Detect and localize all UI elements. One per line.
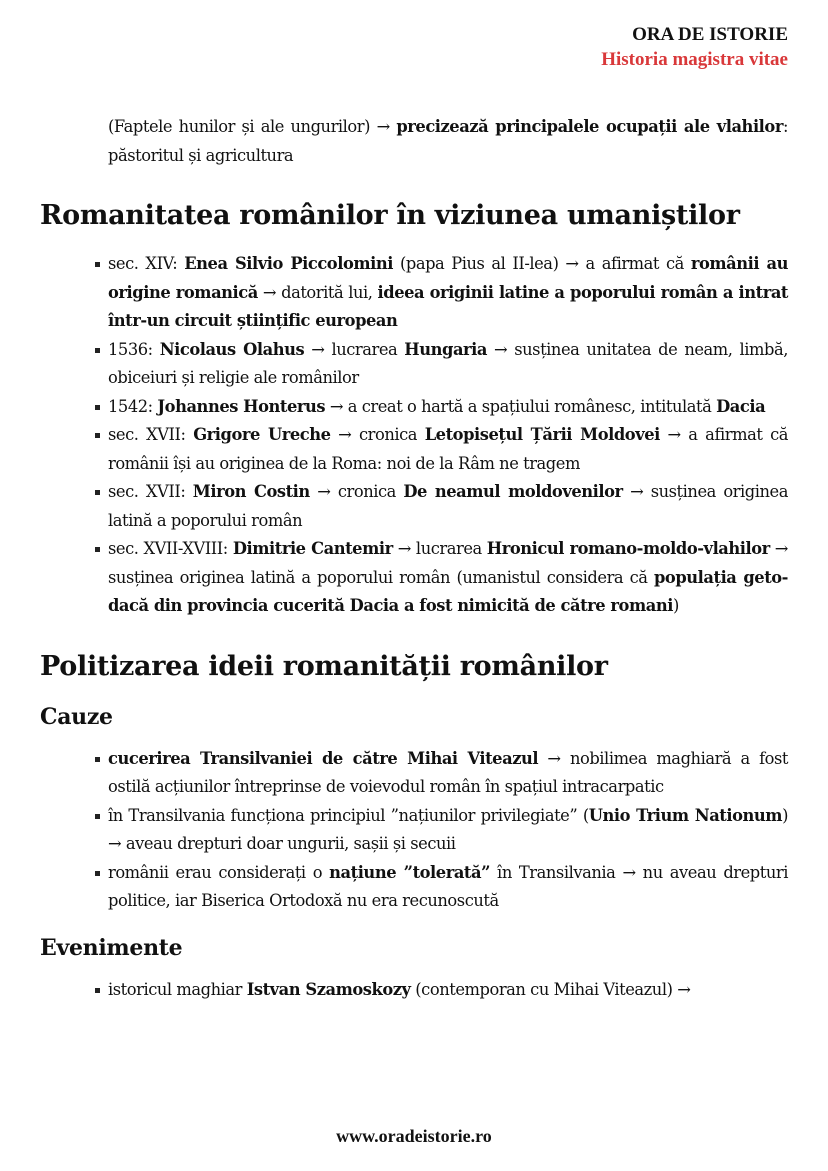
bold-text: Hronicul romano-moldo-vlahilor [486,539,770,558]
bold-text: ideea originii latine a poporului român a intrat într-un circuit științific european [108,282,788,330]
section-heading: Romanitatea românilor în viziunea umaniștilor [40,200,740,231]
text: în Transilvania funcționa principiul ”națiunilor privilegiate” ( [108,805,589,825]
bold-text: Hungaria [404,339,488,359]
bold-text: De neamul moldovenilor [403,482,623,501]
text: ) [672,596,679,615]
text: → susținea originea latină a poporului român [108,482,788,530]
bold-text: Letopisețul Țării Moldovei [424,425,660,444]
section-heading: Cauze [40,703,113,730]
text: istoricul maghiar [108,979,247,999]
text: → a afirmat că românii își au originea de la Roma: noi de la Râm ne tragem [108,425,788,473]
list-item [108,535,788,621]
text: → a creat o hartă a spațiului românesc, intitulată [325,396,717,416]
bold-text: populația geto-dacă din provincia cucerită Dacia a fost nimicită de către romani [108,567,788,615]
bullet-list [40,250,788,621]
footer-url[interactable]: www.oradeistorie.ro [336,1126,492,1146]
list-item [108,336,788,393]
text: sec. XVII: [108,425,194,444]
text: sec. XVII-XVIII: [108,539,233,558]
text: : păstoritul și agricultura [108,117,788,165]
document-body [40,113,788,1020]
text: (papa Pius al II-lea) → a afirmat că [393,254,691,273]
text: 1536: [108,339,160,359]
list-item [108,421,788,478]
list-item [108,393,788,422]
list-item [108,859,788,916]
list-item [108,250,788,336]
section-heading: Evenimente [40,934,183,961]
text: ) → aveau drepturi doar ungurii, sașii și secuii [108,805,788,853]
intro-paragraph [108,113,788,170]
page-header [601,22,788,72]
text: → cronica [309,482,404,501]
bold-text: Nicolaus Olahus [159,339,305,359]
bold-text: Dimitrie Cantemir [232,539,393,558]
bold-text: națiune ”tolerată” [329,862,491,882]
text: sec. XIV: [108,254,185,273]
bold-text: românii au origine romanică [108,254,789,302]
bold-text: precizează principalele ocupații ale vlahilor [396,117,783,136]
section-heading: Politizarea ideii romanității românilor [40,650,608,682]
list-item [108,745,788,802]
list-item [108,478,788,535]
text: → lucrarea [392,539,487,558]
text: românii erau considerați o [108,862,330,882]
bold-text: Miron Costin [192,482,310,501]
bold-text: Enea Silvio Piccolomini [184,254,394,273]
text: (Faptele hunilor și ale ungurilor) → [108,117,397,136]
bold-text: Grigore Ureche [193,425,331,444]
bold-text: Unio Trium Nationum [588,805,783,825]
text: → susținea unitatea de neam, limbă, obiceiuri și religie ale românilor [108,339,788,387]
bold-text: Johannes Honterus [157,396,326,416]
site-subtitle: Historia magistra vitae [601,49,788,70]
text: 1542: [108,396,158,416]
text: → lucrarea [304,339,405,359]
text: → datorită lui, [257,282,378,302]
text: sec. XVII: [108,482,193,501]
text: → nobilimea maghiară a fost ostilă acțiunilor întreprinse de voievodul român în spațiul intracarpatic [108,748,788,796]
bold-text: Istvan Szamoskozy [246,979,411,999]
bullet-list [40,745,788,916]
text: (contemporan cu Mihai Viteazul) → [410,979,691,999]
bold-text: Dacia [716,396,766,416]
bold-text: cucerirea Transilvaniei de către Mihai Viteazul [108,748,539,768]
text: în Transilvania → nu aveau drepturi politice, iar Biserica Ortodoxă nu era recunoscută [108,862,788,910]
list-item [108,802,788,859]
list-item [108,976,788,1005]
text: → cronica [330,425,425,444]
text: → susținea originea latină a poporului român (umanistul considera că [108,539,789,587]
site-title: ORA DE ISTORIE [632,24,788,45]
bullet-list [40,976,788,1005]
